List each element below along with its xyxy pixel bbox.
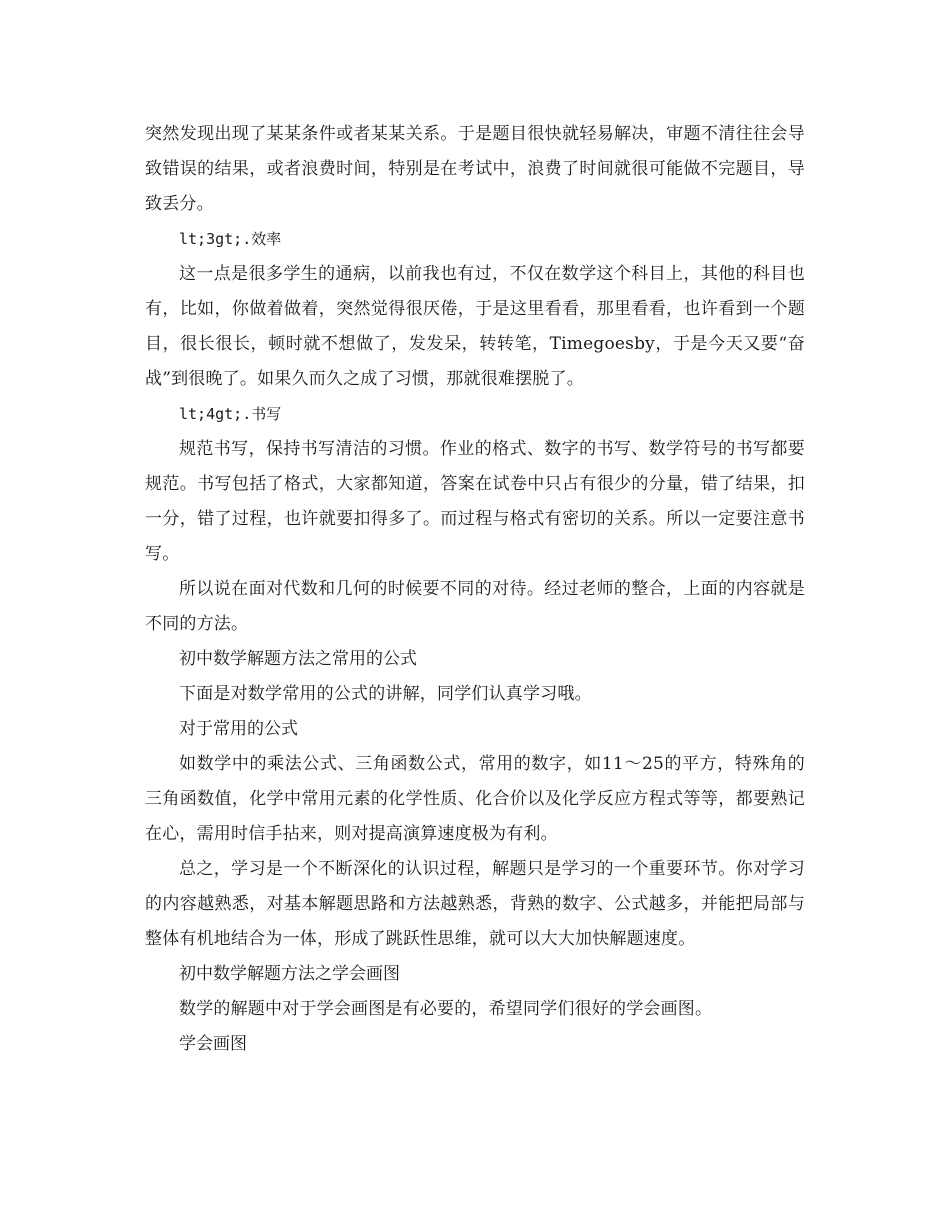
heading-efficiency: lt;3gt;.效率 (179, 230, 282, 248)
paragraph-formulas-intro: 下面是对数学常用的公式的讲解，同学们认真学习哦。 (179, 684, 592, 704)
paragraph-formulas: 如数学中的乘法公式、三角函数公式，常用的数字，如11～25的平方，特殊角的三角函数值，化学中常用元素的化学性质、化合价以及化学反应方程式等等，都要熟记在心，需用时信手拈来，则对提高演算速度极为有利。 (145, 754, 805, 844)
heading-drawing: 学会画图 (179, 1034, 247, 1054)
paragraph-conclusion: 总之，学习是一个不断深化的认识过程，解题只是学习的一个重要环节。你对学习的内容越熟悉，对基本解题思路和方法越熟悉，背熟的数字、公式越多，并能把局部与整体有机地结合为一体，形成了跳跃性思维，就可以大大加快解题速度。 (145, 859, 805, 949)
paragraph-drawing-intro: 数学的解题中对于学会画图是有必要的，希望同学们很好的学会画图。 (179, 999, 713, 1019)
heading-drawing-title: 初中数学解题方法之学会画图 (179, 964, 400, 984)
document-body (145, 117, 805, 1062)
paragraph-review-continuation: 突然发现出现了某某条件或者某某关系。于是题目很快就轻易解决，审题不清往往会导致错误的结果，或者浪费时间，特别是在考试中，浪费了时间就很可能做不完题目，导致丢分。 (145, 124, 805, 214)
heading-writing: lt;4gt;.书写 (179, 405, 282, 423)
heading-common-formulas: 对于常用的公式 (179, 719, 298, 739)
paragraph-efficiency: 这一点是很多学生的通病，以前我也有过，不仅在数学这个科目上，其他的科目也有，比如，你做着做着，突然觉得很厌倦，于是这里看看，那里看看，也许看到一个题目，很长很长，顿时就不想做了，发发呆，转转笔，Timegoesby，于是今天又要“奋战”到很晚了。如果久而久之成了习惯，那就很难摆脱了。 (145, 264, 805, 389)
paragraph-writing: 规范书写，保持书写清洁的习惯。作业的格式、数字的书写、数学符号的书写都要规范。书写包括了格式，大家都知道，答案在试卷中只占有很少的分量，错了结果，扣一分，错了过程，也许就要扣得多了。而过程与格式有密切的关系。所以一定要注意书写。 (145, 439, 805, 564)
heading-common-formulas-title: 初中数学解题方法之常用的公式 (179, 649, 417, 669)
paragraph-summary-methods: 所以说在面对代数和几何的时候要不同的对待。经过老师的整合，上面的内容就是不同的方法。 (145, 579, 805, 634)
